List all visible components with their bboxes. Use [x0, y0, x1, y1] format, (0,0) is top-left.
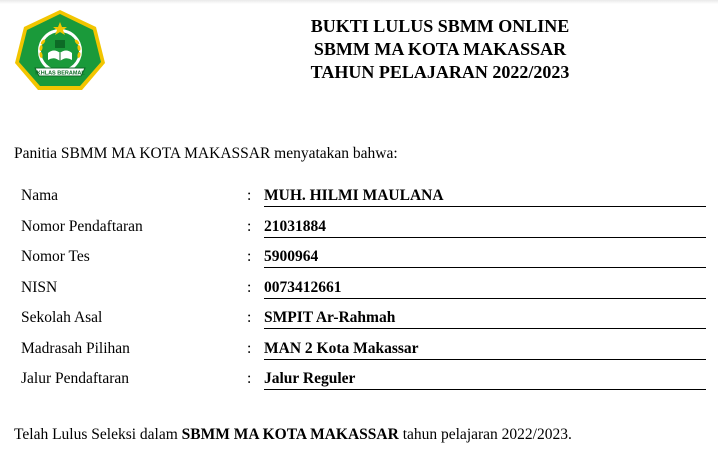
field-row-nisn — [0, 272, 718, 303]
kemenag-logo-icon — [13, 8, 107, 92]
heading-line-3: TAHUN PELAJARAN 2022/2023 — [310, 62, 570, 82]
field-label: Jalur Pendaftaran — [21, 370, 130, 387]
field-value: 0073412661 — [264, 279, 706, 299]
field-value: 5900964 — [264, 248, 706, 268]
heading-line-2: SBMM MA KOTA MAKASSAR — [313, 39, 567, 59]
field-label: Sekolah Asal — [21, 309, 103, 326]
field-label: Nomor Pendaftaran — [21, 217, 143, 235]
svg-text:IKHLAS BERAMAL: IKHLAS BERAMAL — [35, 70, 85, 77]
field-label: NISN — [21, 278, 58, 296]
intro-statement: Panitia SBMM MA KOTA MAKASSAR menyatakan bahwa: — [14, 145, 398, 162]
field-value: MUH. HILMI MAULANA — [264, 187, 706, 207]
field-colon: : — [247, 187, 252, 204]
field-row-jalur-pendaftaran — [0, 363, 718, 394]
field-row-sekolah-asal — [0, 302, 718, 333]
field-value: 21031884 — [264, 218, 706, 238]
field-colon: : — [247, 278, 252, 296]
top-shadow — [0, 0, 718, 4]
closing-suffix: tahun pelajaran 2022/2023. — [398, 426, 572, 443]
field-value: SMPIT Ar-Rahmah — [264, 309, 706, 329]
field-colon: : — [247, 217, 252, 235]
field-label: Nama — [21, 187, 59, 204]
field-label: Madrasah Pilihan — [21, 339, 130, 357]
field-row-nama — [0, 180, 718, 211]
closing-statement — [14, 426, 572, 444]
student-info-table — [0, 180, 718, 394]
heading-line-1: BUKTI LULUS SBMM ONLINE — [310, 16, 570, 36]
field-colon: : — [247, 248, 252, 265]
closing-emphasis: SBMM MA KOTA MAKASSAR — [181, 426, 399, 443]
field-row-nomor-pendaftaran — [0, 211, 718, 242]
closing-prefix: Telah Lulus Seleksi dalam — [14, 426, 182, 443]
field-colon: : — [247, 339, 252, 357]
field-colon: : — [247, 309, 252, 326]
field-label: Nomor Tes — [21, 248, 90, 265]
field-value: Jalur Reguler — [264, 370, 706, 390]
document-heading — [290, 15, 590, 84]
field-value: MAN 2 Kota Makassar — [264, 340, 706, 360]
field-row-madrasah-pilihan — [0, 333, 718, 364]
field-colon: : — [247, 370, 252, 387]
field-row-nomor-tes — [0, 241, 718, 272]
